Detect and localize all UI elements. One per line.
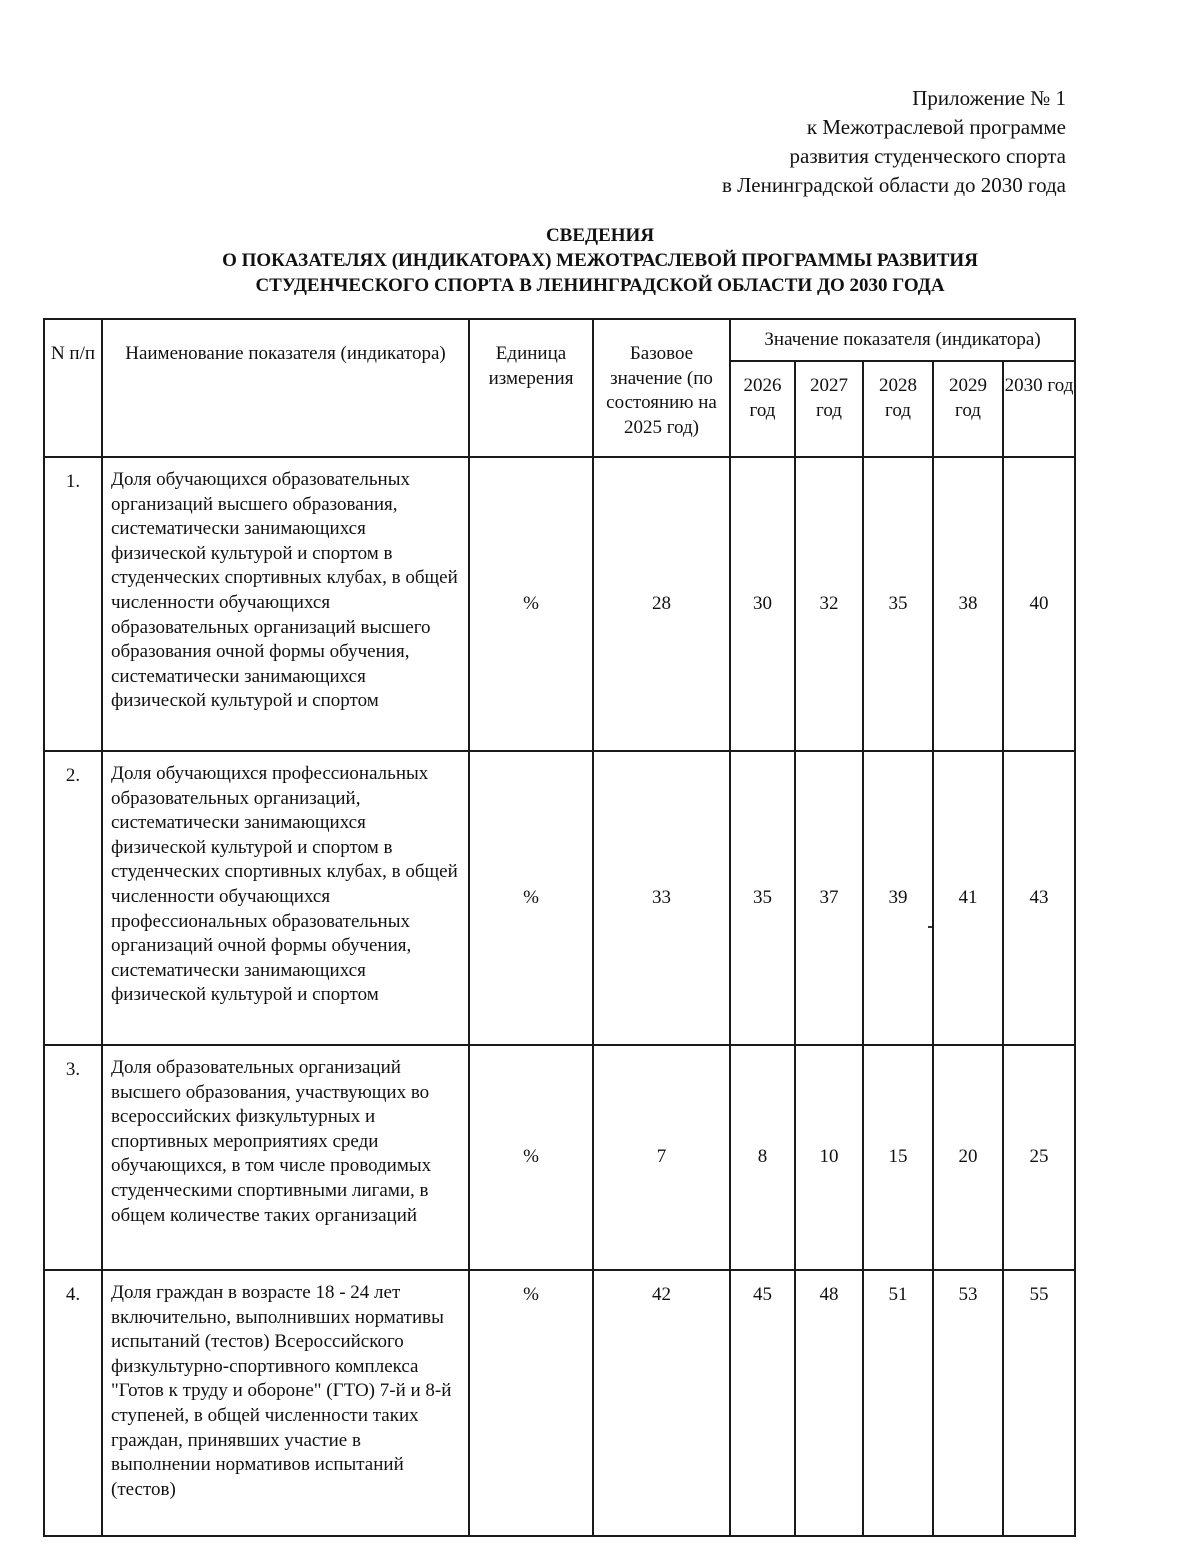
year-value: 8 (730, 1045, 795, 1270)
unit-cell: % (469, 751, 593, 1045)
unit-cell: % (469, 1045, 593, 1270)
year-value: 25 (1003, 1045, 1075, 1270)
table-row (44, 1270, 1075, 1536)
unit-cell: % (469, 457, 593, 751)
year-value: 41 (933, 751, 1003, 1045)
title-line: СТУДЕНЧЕСКОГО СПОРТА В ЛЕНИНГРАДСКОЙ ОБЛАСТИ ДО 2030 ГОДА (255, 275, 945, 296)
document-title (0, 223, 1200, 298)
header-year: 2030 год (1003, 361, 1075, 457)
year-value: 37 (795, 751, 863, 1045)
appendix-note (722, 84, 1066, 200)
base-value: 7 (593, 1045, 730, 1270)
appendix-line: в Ленинградской области до 2030 года (722, 173, 1066, 197)
header-base: Базовое значение (по состоянию на 2025 год) (593, 319, 730, 457)
year-value: 55 (1003, 1270, 1075, 1536)
year-value: 35 (730, 751, 795, 1045)
row-number: 4. (44, 1270, 102, 1536)
row-number: 1. (44, 457, 102, 751)
appendix-line: развития студенческого спорта (789, 144, 1066, 168)
row-number: 3. (44, 1045, 102, 1270)
year-value: 38 (933, 457, 1003, 751)
header-name: Наименование показателя (индикатора) (102, 319, 469, 457)
year-value: 32 (795, 457, 863, 751)
year-value: 51 (863, 1270, 933, 1536)
table-row (44, 457, 1075, 751)
header-year: 2026 год (730, 361, 795, 457)
table-row (44, 751, 1075, 1045)
row-number: 2. (44, 751, 102, 1045)
base-value: 33 (593, 751, 730, 1045)
year-value: 48 (795, 1270, 863, 1536)
header-unit: Единица измерения (469, 319, 593, 457)
year-value: 45 (730, 1270, 795, 1536)
year-value: 43 (1003, 751, 1075, 1045)
indicator-name: Доля граждан в возрасте 18 - 24 лет включительно, выполнивших нормативы испытаний (тестов) Всероссийского физкультурно-спортивного комплекса "Готов к труду и обороне" (ГТО) 7-й и 8-й ступеней, в общей численности таких граждан, принявших участие в выполнении нормативов испытаний (тестов) (102, 1270, 469, 1536)
header-value-group: Значение показателя (индикатора) (730, 319, 1075, 361)
appendix-line: к Межотраслевой программе (806, 115, 1066, 139)
indicators-table (43, 318, 1076, 1537)
indicator-name: Доля обучающихся профессиональных образовательных организаций, систематически занимающихся физической культурой и спортом в студенческих спортивных клубах, в общей численности обучающихся профессиональных образовательных организаций очной формы обучения, систематически занимающихся физической культурой и спортом (102, 751, 469, 1045)
header-num: N п/п (44, 319, 102, 457)
base-value: 42 (593, 1270, 730, 1536)
year-value: 40 (1003, 457, 1075, 751)
year-value: 10 (795, 1045, 863, 1270)
scan-speck (928, 926, 932, 928)
table-row (44, 1045, 1075, 1270)
title-line: СВЕДЕНИЯ (545, 225, 655, 246)
year-value: 20 (933, 1045, 1003, 1270)
year-value: 35 (863, 457, 933, 751)
year-value: 53 (933, 1270, 1003, 1536)
unit-cell: % (469, 1270, 593, 1536)
header-year: 2028 год (863, 361, 933, 457)
year-value: 15 (863, 1045, 933, 1270)
year-value: 39 (863, 751, 933, 1045)
indicator-name: Доля обучающихся образовательных организаций высшего образования, систематически занимающихся физической культурой и спортом в студенческих спортивных клубах, в общей численности обучающихся образовательных организаций высшего образования очной формы обучения, систематически занимающихся физической культурой и спортом (102, 457, 469, 751)
appendix-line: Приложение № 1 (912, 86, 1066, 110)
base-value: 28 (593, 457, 730, 751)
header-year: 2029 год (933, 361, 1003, 457)
header-year: 2027 год (795, 361, 863, 457)
indicator-name: Доля образовательных организаций высшего образования, участвующих во всероссийских физкультурных и спортивных мероприятиях среди обучающихся, в том числе проводимых студенческими спортивными лигами, в общем количестве таких организаций (102, 1045, 469, 1270)
title-line: О ПОКАЗАТЕЛЯХ (ИНДИКАТОРАХ) МЕЖОТРАСЛЕВОЙ ПРОГРАММЫ РАЗВИТИЯ (222, 250, 978, 271)
year-value: 30 (730, 457, 795, 751)
